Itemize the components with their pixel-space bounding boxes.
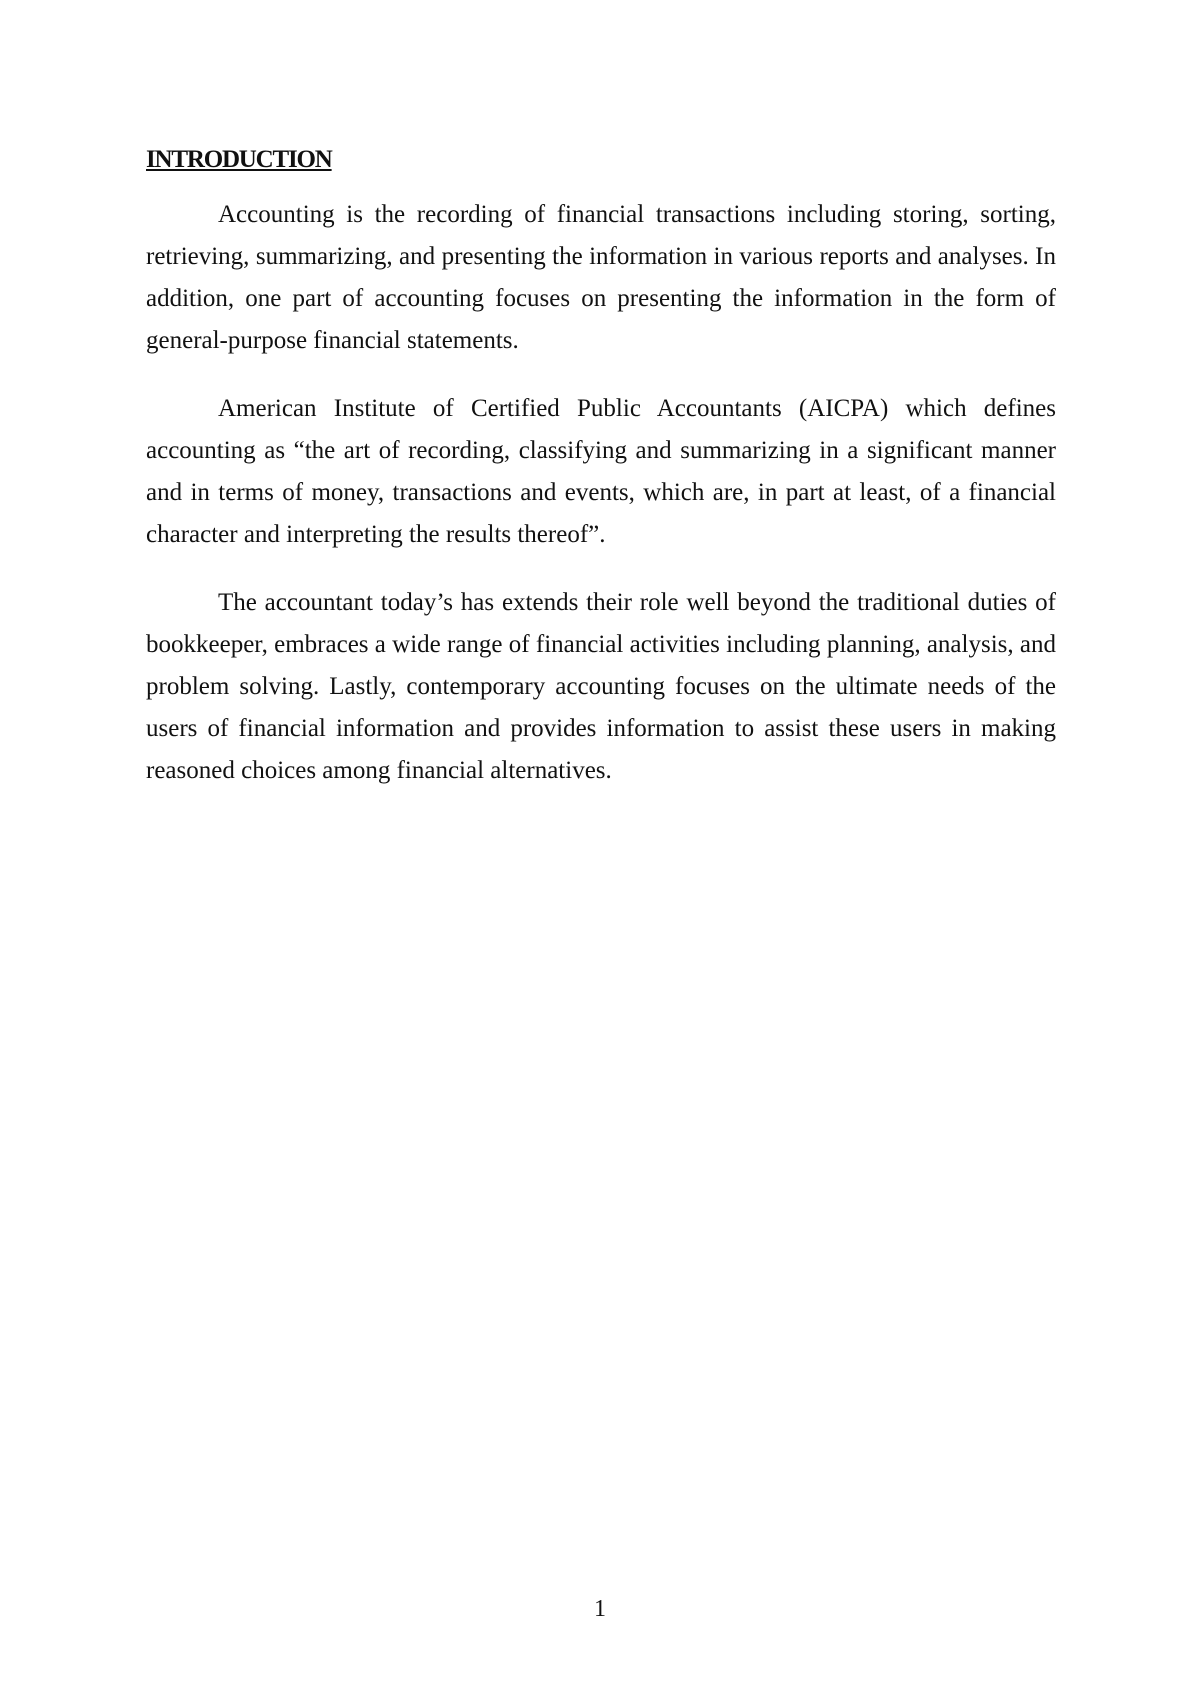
section-heading: INTRODUCTION xyxy=(146,146,332,173)
paragraph-accounting-definition: Accounting is the recording of financial transactions including storing, sorting, retrieving, summarizing, and presenting the information in various reports and analyses. In addition, one part of accounting focuses on presenting the information in the form of general-purpose financial statements. xyxy=(146,201,1056,354)
paragraph-aicpa-definition: American Institute of Certified Public Accountants (AICPA) which defines accounting as “the art of recording, classifying and summarizing in a significant manner and in terms of money, transactions and events, which are, in part at least, of a financial character and interpreting the results thereof”. xyxy=(146,395,1056,548)
page-content xyxy=(146,140,1056,818)
page-number: 1 xyxy=(594,1596,606,1622)
paragraph-accountant-role: The accountant today’s has extends their role well beyond the traditional duties of bookkeeper, embraces a wide range of financial activities including planning, analysis, and problem solving. Lastly, contemporary accounting focuses on the ultimate needs of the users of financial information and provides information to assist these users in making reasoned choices among financial alternatives. xyxy=(146,589,1056,784)
